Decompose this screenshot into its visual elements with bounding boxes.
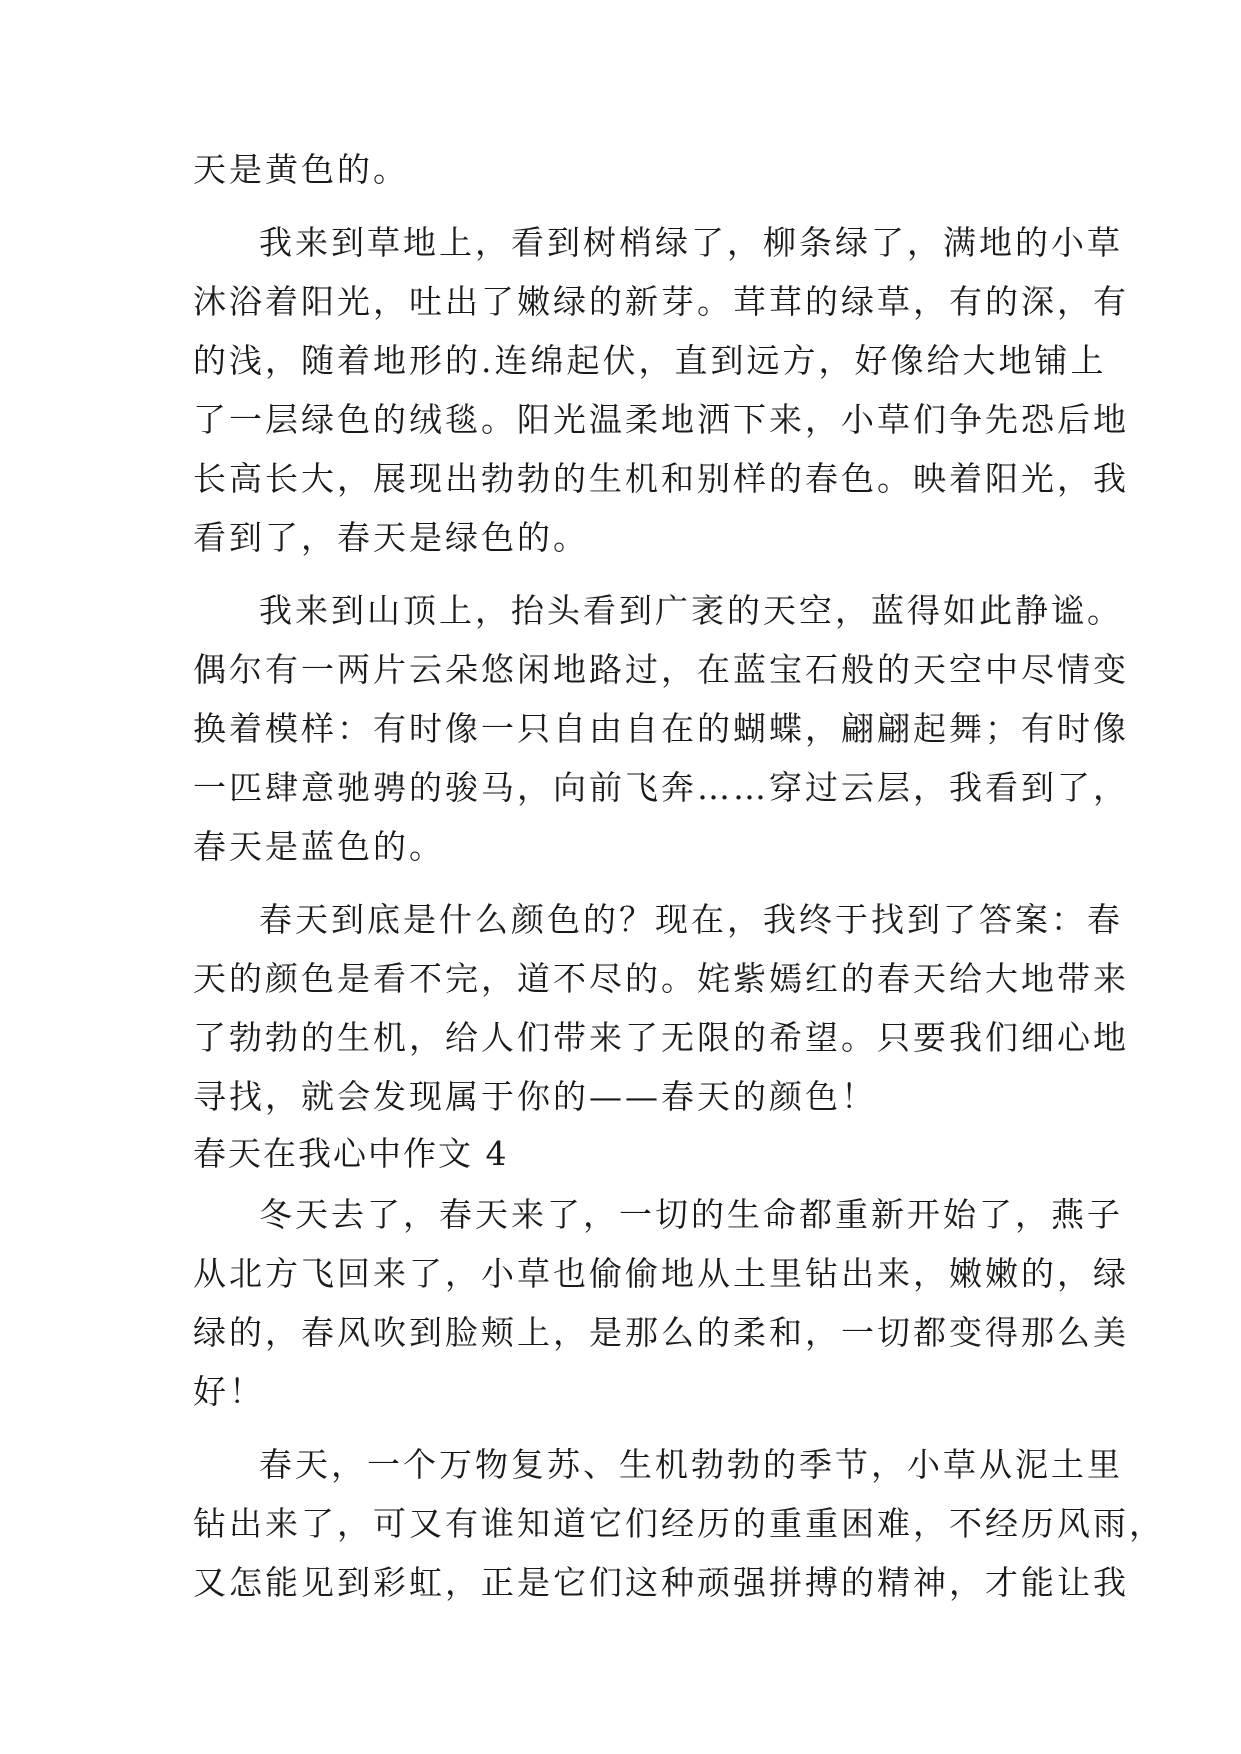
paragraph-first-line: 春天到底是什么颜色的？现在，我终于找到了答案：春 [259,900,1123,939]
text-line: 沐浴着阳光，吐出了嫩绿的新芽。茸茸的绿草，有的深，有 [193,282,1129,321]
paragraph-first-line: 冬天去了，春天来了，一切的生命都重新开始了，燕子 [259,1195,1123,1234]
text-line: 天的颜色是看不完，道不尽的。姹紫嫣红的春天给大地带来 [193,959,1129,998]
text-line: 看到了，春天是绿色的。 [193,518,589,557]
text-line: 春天是蓝色的。 [193,827,445,866]
section-heading: 春天在我心中作文 4 [193,1134,509,1173]
paragraph-first-line: 我来到山顶上，抬头看到广袤的天空，蓝得如此静谧。 [259,591,1123,630]
text-line: 了勃勃的生机，给人们带来了无限的希望。只要我们细心地 [193,1018,1129,1057]
text-line: 又怎能见到彩虹，正是它们这种顽强拼搏的精神，才能让我 [193,1563,1129,1602]
text-line: 一匹肆意驰骋的骏马，向前飞奔……穿过云层，我看到了， [193,768,1129,807]
text-line: 钻出来了，可又有谁知道它们经历的重重困难，不经历风雨， [193,1504,1165,1543]
text-line: 好！ [193,1372,265,1411]
text-line: 的浅，随着地形的.连绵起伏，直到远方，好像给大地铺上 [193,341,1107,380]
text-line: 了一层绿色的绒毯。阳光温柔地洒下来，小草们争先恐后地 [193,400,1129,439]
paragraph-first-line: 我来到草地上，看到树梢绿了，柳条绿了，满地的小草 [259,223,1123,262]
text-line: 绿的，春风吹到脸颊上，是那么的柔和，一切都变得那么美 [193,1313,1129,1352]
paragraph-first-line: 春天，一个万物复苏、生机勃勃的季节，小草从泥土里 [259,1445,1123,1484]
text-line: 天是黄色的。 [193,150,409,189]
text-line: 偶尔有一两片云朵悠闲地路过，在蓝宝石般的天空中尽情变 [193,650,1129,689]
text-line: 长高长大，展现出勃勃的生机和别样的春色。映着阳光，我 [193,459,1129,498]
text-line: 从北方飞回来了，小草也偷偷地从土里钻出来，嫩嫩的，绿 [193,1254,1129,1293]
text-line: 寻找，就会发现属于你的——春天的颜色！ [193,1077,877,1116]
text-line: 换着模样：有时像一只自由自在的蝴蝶，翩翩起舞；有时像 [193,709,1129,748]
